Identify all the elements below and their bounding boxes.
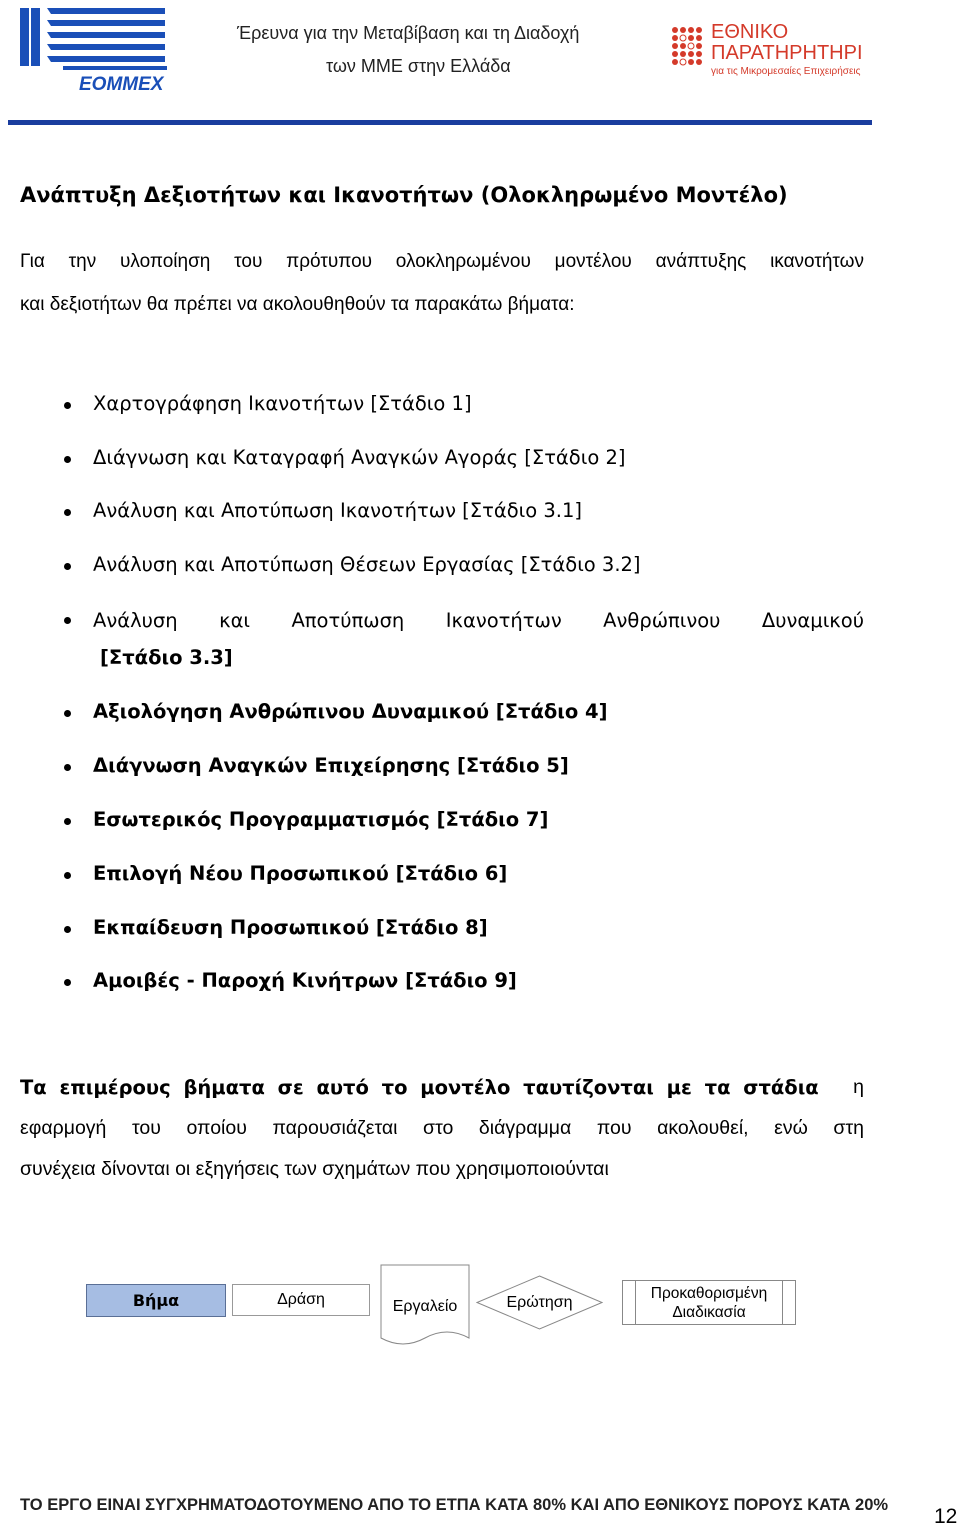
- bullet-icon: [64, 926, 71, 933]
- legend-action-box: [232, 1284, 370, 1316]
- bullet-icon: [64, 563, 71, 570]
- intro-line-1: Για την υλοποίηση του πρότυπου ολοκληρωμένου μοντέλου ανάπτυξης ικανοτήτων: [20, 251, 864, 272]
- legend-tool-shape: [380, 1264, 470, 1350]
- bullet-icon: [64, 764, 71, 771]
- eommex-logo-text: EOMMEX: [79, 74, 164, 94]
- legend-procedure-line1: Προκαθορισμένη: [650, 1284, 768, 1302]
- legend-procedure-box: [622, 1280, 796, 1325]
- bullet-icon: [64, 402, 71, 409]
- closing-bold-text: Τα επιμέρους βήματα σε αυτό το μοντέλο ταυτίζονται με τα στάδια: [20, 1076, 819, 1099]
- closing-tail: η: [853, 1076, 864, 1098]
- section-title: Ανάπτυξη Δεξιοτήτων και Ικανοτήτων (Ολοκληρωμένο Μοντέλο): [20, 183, 788, 207]
- observatory-logo-line1: ΕΘΝΙΚΟ: [711, 21, 789, 43]
- intro-paragraph: [20, 240, 864, 326]
- bullet-icon: [64, 456, 71, 463]
- legend-question-label: Ερώτηση: [506, 1293, 573, 1311]
- list-item-continuation: [Στάδιο 3.3]: [100, 646, 233, 669]
- legend-tool-label: Εργαλείο: [392, 1298, 458, 1315]
- legend-action-label: Δράση: [277, 1291, 325, 1308]
- bullet-icon: [64, 979, 71, 986]
- observatory-logo: [667, 18, 862, 78]
- legend-procedure-line2: Διαδικασία: [672, 1303, 746, 1321]
- observatory-logo-line3: για τις Μικρομεσαίες Επιχειρήσεις: [711, 66, 861, 77]
- closing-line-3: συνέχεια δίνονται οι εξηγήσεις των σχημάτων που χρησιμοποιούνται: [20, 1158, 609, 1180]
- bullet-icon: [64, 818, 71, 825]
- legend-step-label: Βήμα: [132, 1291, 180, 1310]
- bullet-icon: [64, 617, 71, 624]
- intro-line-2: και δεξιοτήτων θα πρέπει να ακολουθηθούν τα παρακάτω βήματα:: [20, 294, 575, 315]
- legend-question-shape: [476, 1275, 603, 1330]
- closing-paragraph: [20, 1067, 864, 1190]
- bullet-icon: [64, 710, 71, 717]
- page-number: 12: [934, 1505, 958, 1528]
- header-divider: [8, 120, 872, 125]
- funding-footer: ΤΟ ΕΡΓΟ ΕΙΝΑΙ ΣΥΓΧΡΗΜΑΤΟΔΟΤΟΥΜΕΝΟ ΑΠΟ ΤΟ ΕΤΠΑ ΚΑΤΑ 80% ΚΑΙ ΑΠΟ ΕΘΝΙΚΟΥΣ ΠΟΡΟΥΣ ΚΑΤΑ 20%: [20, 1496, 889, 1514]
- bullet-icon: [64, 509, 71, 516]
- eommex-logo: [17, 2, 167, 94]
- legend-step-box: [86, 1284, 226, 1317]
- header-title-line2: των ΜΜΕ στην Ελλάδα: [326, 56, 511, 76]
- observatory-logo-line2: ΠΑΡΑΤΗΡΗΤΗΡΙΟ: [711, 42, 862, 64]
- closing-line-2: εφαρμογή του οποίου παρουσιάζεται στο διάγραμμα που ακολουθεί, ενώ στη: [20, 1117, 864, 1139]
- header-title-line1: Έρευνα για την Μεταβίβαση και τη Διαδοχή: [237, 23, 580, 43]
- bullet-icon: [64, 872, 71, 879]
